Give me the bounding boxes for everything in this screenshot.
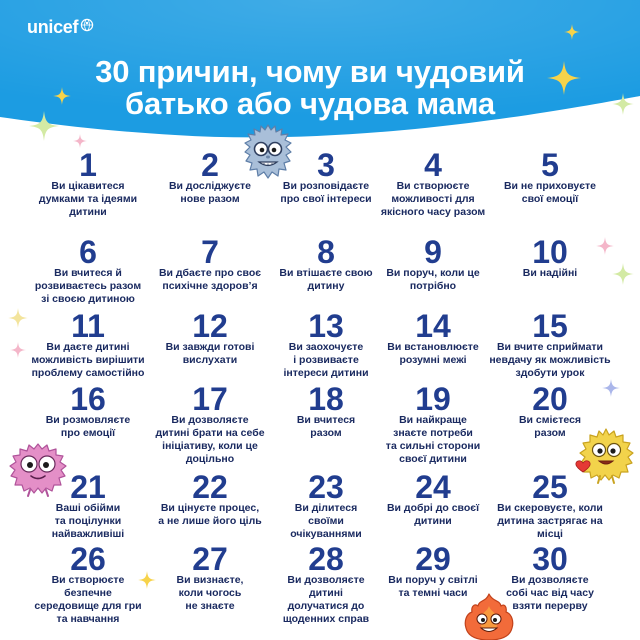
- star-decoration-icon: [612, 263, 634, 285]
- reason-text-line: Ви розповідаєте: [282, 180, 370, 192]
- reason-text-line: долучатися до: [287, 600, 365, 612]
- reason-number: 9: [424, 234, 442, 270]
- reason-text: [46, 414, 131, 440]
- yellow-monster-illustration: [572, 426, 636, 486]
- reason-number: 29: [415, 541, 451, 577]
- pink-fluffy-monster-illustration: [6, 440, 70, 498]
- reason-text-line: дитини: [414, 515, 452, 527]
- reason-text-line: дитини: [69, 206, 107, 218]
- reason-item: [272, 308, 380, 385]
- logo-wordmark: unicef: [27, 17, 79, 37]
- reason-number: 3: [317, 147, 335, 183]
- reason-text: [387, 341, 478, 367]
- reason-text: [159, 267, 261, 293]
- reason-item: [148, 469, 272, 545]
- reason-text-line: психічне здоров’я: [162, 280, 258, 292]
- reason-text-line: Ви вчитеся й: [54, 267, 122, 279]
- reason-number: 17: [192, 381, 228, 417]
- reason-text-line: Ви досліджуєте: [168, 180, 252, 192]
- reason-text-line: та поцілунки: [54, 515, 122, 527]
- reason-text-line: розвиваєтесь разом: [34, 280, 142, 292]
- reason-number: 7: [201, 234, 219, 270]
- reason-text-line: знаєте потреби: [393, 427, 473, 439]
- reason-text: [381, 180, 485, 219]
- reason-item: [148, 381, 272, 473]
- reason-text-line: разом: [310, 427, 342, 439]
- reason-text-line: Ви втішаєте свою: [279, 267, 373, 279]
- reason-text-line: і розвиваєте: [293, 354, 359, 366]
- reason-text: [506, 574, 594, 613]
- reason-item: [28, 541, 148, 640]
- reason-number: 15: [532, 308, 568, 344]
- reason-text-line: Ви ділитеся: [294, 502, 358, 514]
- reason-text: [297, 414, 355, 440]
- reason-text-line: а не лише його ціль: [158, 515, 262, 527]
- reason-number: 18: [308, 381, 344, 417]
- reason-text-line: Ви даєте дитині: [46, 341, 130, 353]
- star-decoration-icon: [10, 342, 26, 358]
- reason-number: 30: [532, 541, 568, 577]
- reason-item: [380, 308, 486, 385]
- reason-text-line: своїми: [308, 515, 344, 527]
- star-decoration-icon: [73, 134, 87, 148]
- reason-text-line: про свої інтереси: [280, 193, 372, 205]
- reason-text: [523, 267, 577, 280]
- reason-text-line: нове разом: [180, 193, 240, 205]
- reason-text: [34, 574, 141, 626]
- reason-text-line: Ви надійні: [522, 267, 578, 279]
- reason-item: [380, 234, 486, 312]
- reason-text-line: очікуваннями: [290, 528, 362, 540]
- flame-monster-illustration: [460, 592, 518, 640]
- reason-number: 13: [308, 308, 344, 344]
- reason-text-line: Ви визнаєте,: [176, 574, 244, 586]
- reason-text-line: та темні часи: [398, 587, 468, 599]
- reason-text: [31, 341, 144, 380]
- reason-text-line: Ви цікавитеся: [51, 180, 125, 192]
- reason-text-line: Ви смієтеся: [518, 414, 582, 426]
- reason-text-line: не знаєте: [185, 600, 235, 612]
- reason-text-line: якісного часу разом: [380, 206, 486, 218]
- reason-number: 2: [201, 147, 219, 183]
- reason-text-line: Ви дбаєте про своє: [158, 267, 262, 279]
- reason-item: [272, 469, 380, 545]
- reason-text-line: Ви дозволяєте: [511, 574, 589, 586]
- reason-number: 22: [192, 469, 228, 505]
- reason-text-line: Ви скеровуєте, коли: [497, 502, 603, 514]
- reason-text-line: Ви вчитеся: [296, 414, 356, 426]
- reason-number: 10: [532, 234, 568, 270]
- reason-text-line: Ваші обійми: [55, 502, 121, 514]
- reason-text-line: своєї дитини: [399, 453, 467, 465]
- title-line-1: 30 причин, чому ви чудовий: [95, 54, 525, 89]
- reason-text-line: Ви завжди готові: [165, 341, 255, 353]
- reason-text-line: Ви дозволяєте: [171, 414, 249, 426]
- reason-text-line: дитині брати на себе: [155, 427, 265, 439]
- reason-item: [272, 234, 380, 312]
- reason-text-line: Ви цінуєте процес,: [160, 502, 260, 514]
- reason-text-line: взяти перерву: [512, 600, 588, 612]
- reason-text-line: Ви поруч, коли це: [386, 267, 480, 279]
- star-decoration-icon: [53, 87, 71, 105]
- star-decoration-icon: [8, 308, 28, 328]
- reason-text-line: здобути урок: [515, 367, 585, 379]
- reason-number: 11: [71, 308, 105, 344]
- reason-text-line: Ви заохочуєте: [288, 341, 364, 353]
- reason-text-line: середовище для гри: [34, 600, 142, 612]
- reason-text: [283, 574, 369, 626]
- unicef-logo: [27, 16, 94, 38]
- reason-text: [177, 574, 244, 613]
- reason-item: [380, 381, 486, 473]
- reason-number: 4: [424, 147, 442, 183]
- reason-number: 1: [79, 147, 97, 183]
- reason-number: 21: [70, 469, 106, 505]
- reason-text-line: Ви вчите сприймати: [496, 341, 603, 353]
- reason-text-line: свої емоції: [521, 193, 579, 205]
- reason-item: [486, 147, 614, 238]
- reason-item: [28, 234, 148, 312]
- reason-number: 14: [415, 308, 451, 344]
- star-decoration-icon: [547, 61, 581, 95]
- reason-number: 12: [192, 308, 228, 344]
- reason-text: [290, 502, 361, 541]
- reason-item: [272, 381, 380, 473]
- reason-text-line: щоденних справ: [282, 613, 370, 625]
- reason-item: [28, 308, 148, 385]
- page-title: [0, 56, 620, 120]
- reason-text-line: Ви створюєте: [396, 180, 470, 192]
- reason-text-line: дитина застрягає на: [497, 515, 603, 527]
- reason-text-line: про емоції: [60, 427, 116, 439]
- reason-item: [148, 234, 272, 312]
- reason-text-line: коли чогось: [178, 587, 242, 599]
- reason-text: [52, 502, 124, 541]
- reason-text: [497, 502, 603, 541]
- reason-text-line: Ви не приховуєте: [503, 180, 597, 192]
- reason-text: [386, 267, 479, 293]
- reason-text: [280, 180, 371, 206]
- reason-item: [486, 234, 614, 312]
- reason-number: 25: [532, 469, 568, 505]
- reason-item: [148, 541, 272, 640]
- reason-text-line: думками та ідеями: [38, 193, 138, 205]
- reason-number: 28: [308, 541, 344, 577]
- reason-number: 20: [532, 381, 568, 417]
- reason-text-line: Ви найкраще: [399, 414, 467, 426]
- reason-text-line: можливість вирішити: [31, 354, 145, 366]
- reason-text-line: Ви поруч у світлі: [388, 574, 478, 586]
- reason-text-line: та сильні сторони: [385, 440, 481, 452]
- reason-item: [148, 308, 272, 385]
- reason-text-line: доцільно: [185, 453, 235, 465]
- reason-text: [489, 341, 610, 380]
- reason-number: 6: [79, 234, 97, 270]
- reason-text: [387, 502, 479, 528]
- unicef-globe-icon: [80, 18, 94, 32]
- reason-text: [155, 414, 264, 466]
- reason-item: [486, 308, 614, 385]
- reason-text-line: разом: [534, 427, 566, 439]
- reason-number: 26: [70, 541, 106, 577]
- reason-text-line: невдачу як можливість: [489, 354, 611, 366]
- reason-item: [28, 147, 148, 238]
- title-line-2: батько або чудова мама: [125, 86, 495, 121]
- reason-text-line: Ви встановлюєте: [387, 341, 479, 353]
- reason-text: [158, 502, 261, 528]
- reason-number: 24: [415, 469, 451, 505]
- reason-item: [380, 469, 486, 545]
- star-decoration-icon: [564, 24, 580, 40]
- blue-furry-monster-illustration: [242, 122, 294, 180]
- reason-text-line: місці: [537, 528, 563, 540]
- reason-text-line: зі своєю дитиною: [41, 293, 135, 305]
- reason-text-line: ініціативу, коли це: [162, 440, 258, 452]
- reason-text-line: Ви дозволяєте: [287, 574, 365, 586]
- reason-text: [504, 180, 596, 206]
- reason-number: 19: [415, 381, 451, 417]
- reason-number: 16: [70, 381, 106, 417]
- reason-text-line: Ви добрі до своєї: [386, 502, 480, 514]
- reason-text-line: дитині: [309, 587, 343, 599]
- reason-text-line: найважливіші: [51, 528, 125, 540]
- reason-number: 27: [192, 541, 228, 577]
- reason-text-line: потрібно: [409, 280, 457, 292]
- reason-text: [169, 180, 251, 206]
- reason-text-line: дитину: [307, 280, 345, 292]
- star-decoration-icon: [29, 111, 59, 141]
- star-decoration-icon: [612, 93, 634, 115]
- reason-text: [279, 267, 372, 293]
- reason-item: [272, 541, 380, 640]
- reason-text-line: та навчання: [56, 613, 120, 625]
- reason-text: [39, 180, 137, 219]
- reason-text: [283, 341, 368, 380]
- reason-text-line: проблему самостійно: [31, 367, 145, 379]
- reason-text-line: собі час від часу: [506, 587, 594, 599]
- reason-text-line: Ви розмовляєте: [45, 414, 131, 426]
- reason-text-line: Ви створюєте: [51, 574, 125, 586]
- reason-text-line: безпечне: [64, 587, 112, 599]
- reason-text-line: можливості для: [391, 193, 475, 205]
- reasons-grid: [28, 147, 614, 640]
- reason-item: [380, 147, 486, 238]
- reason-text: [386, 414, 480, 466]
- reason-text-line: інтереси дитини: [283, 367, 369, 379]
- reason-number: 23: [308, 469, 344, 505]
- reason-number: 5: [541, 147, 559, 183]
- reason-text-line: розумні межі: [399, 354, 467, 366]
- reason-text-line: вислухати: [182, 354, 238, 366]
- reason-number: 8: [317, 234, 335, 270]
- reason-text: [166, 341, 255, 367]
- reason-text: [35, 267, 141, 306]
